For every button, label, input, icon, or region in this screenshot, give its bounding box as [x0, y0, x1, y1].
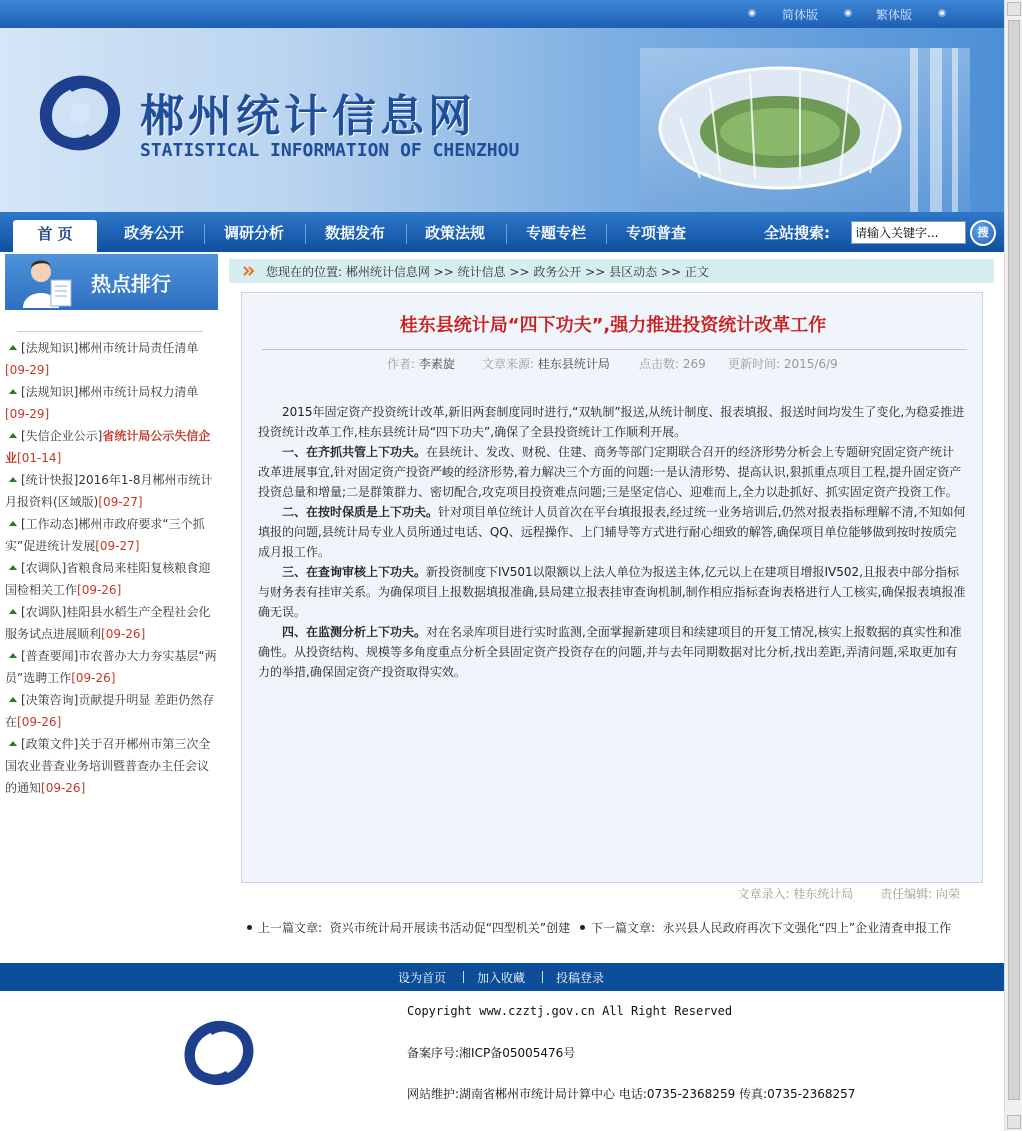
hot-ranking-header: [5, 254, 218, 310]
article-footer: 文章录入: 桂东统计局 责任编辑: 向荣: [737, 887, 960, 901]
prev-label: 上一篇文章:: [258, 921, 323, 935]
list-item[interactable]: [政策文件]关于召开郴州市第三次全国农业普查业务培训暨普查办主任会议的通知[09-26]: [5, 737, 211, 795]
add-favorite-link[interactable]: 加入收藏: [477, 971, 526, 985]
article-body: [258, 402, 966, 682]
nav-home[interactable]: 首 页: [13, 220, 97, 252]
prev-article-link[interactable]: 资兴市统计局开展读书活动促“四型机关”创建: [329, 921, 571, 935]
bullet-icon: [748, 9, 756, 17]
list-item[interactable]: [失信企业公示]省统计局公示失信企业[01-14]: [5, 429, 211, 465]
top-bar: [0, 0, 1004, 28]
nav-policy[interactable]: 政策法规: [424, 224, 485, 242]
list-item[interactable]: [法规知识]郴州市统计局权力清单 [09-29]: [5, 385, 199, 421]
nav-topics[interactable]: 专题专栏: [525, 224, 586, 242]
arrow-icon: [9, 741, 17, 746]
breadcrumb: [229, 259, 994, 283]
main-nav: [0, 212, 1004, 252]
site-logo-icon: [30, 68, 130, 158]
site-banner: [0, 28, 1004, 212]
paragraph: 三、在查询审核上下功夫。新投资制度下IV501以限额以上法人单位为报送主体,亿元以上在建项目增报IV502,且报表中部分指标与财务表有挂审关系。为确保项目上报数据填报准确,县局建立报表挂审查询机制,制作相应指标查询表格进行人工核实,确保报表填报准确无误。: [258, 565, 966, 619]
arrow-icon: [9, 433, 17, 438]
nav-census[interactable]: 专项普查: [625, 224, 686, 242]
arrow-icon: [9, 697, 17, 702]
site-title: 郴州统计信息网: [140, 91, 476, 142]
list-item[interactable]: [决策咨询]贡献提升明显 差距仍然存在[09-26]: [5, 693, 215, 729]
copyright-text: Copyright www.czztj.gov.cn All Right Reserved: [407, 1004, 733, 1018]
arrow-icon: [9, 345, 17, 350]
list-item[interactable]: [法规知识]郴州市统计局责任清单 [09-29]: [5, 341, 199, 377]
submit-login-link[interactable]: 投稿登录: [556, 971, 605, 985]
person-icon: [17, 256, 77, 308]
article-source: 文章来源: 桂东县统计局: [482, 357, 610, 371]
article-clicks: 点击数: 269: [639, 357, 706, 371]
hot-ranking-title: 热点排行: [91, 272, 171, 296]
list-item[interactable]: [农调队]桂阳县水稻生产全程社会化服务试点进展顺利[09-26]: [5, 605, 211, 641]
article-updated: 更新时间: 2015/6/9: [728, 357, 838, 371]
scroll-thumb[interactable]: [1008, 20, 1020, 1100]
list-item[interactable]: [统计快报]2016年1-8月郴州市统计月报资料(区域版)[09-27]: [5, 473, 213, 509]
arrow-icon: [9, 521, 17, 526]
list-item[interactable]: [普查要闻]市农普办大力夯实基层“两员”选聘工作[09-26]: [5, 649, 217, 685]
breadcrumb-text[interactable]: 您现在的位置: 郴州统计信息网 >> 统计信息 >> 政务公开 >> 县区动态 >> 正文: [266, 265, 709, 279]
footer-links-bar: [0, 963, 1004, 991]
arrow-icon: [9, 477, 17, 482]
double-arrow-icon: [243, 265, 255, 277]
footer-logo-icon: [176, 1013, 262, 1093]
paragraph: 2015年固定资产投资统计改革,新旧两套制度同时进行,“双轨制”报送,从统计制度、报表填报、报送时间均发生了变化,为稳妥推进投资统计改革工作,桂东县统计局“四下功夫”,确保了全县投资统计工作顺利开展。: [258, 405, 965, 439]
set-homepage-link[interactable]: 设为首页: [398, 971, 447, 985]
nav-gov-affairs[interactable]: 政务公开: [123, 224, 184, 242]
site-footer: [0, 991, 1004, 1115]
simplified-link[interactable]: 简体版: [782, 8, 819, 22]
arrow-icon: [9, 653, 17, 658]
nav-data-release[interactable]: 数据发布: [324, 224, 385, 242]
vertical-scrollbar[interactable]: [1004, 0, 1022, 1131]
hot-ranking-panel: [5, 254, 218, 796]
paragraph: 二、在按时保质是上下功夫。针对项目单位统计人员首次在平台填报报表,经过统一业务培训后,仍然对报表指标理解不清,不知如何填报的问题,县统计局专业人员所通过电话、QQ、远程操作、上门辅导等方式进行耐心细致的解答,确保项目单位能够做到按时按质完成月报工作。: [258, 505, 966, 559]
next-label: 下一篇文章:: [590, 921, 655, 935]
search-input[interactable]: [851, 221, 966, 244]
icp-text: 备案序号:湘ICP备05005476号: [407, 1046, 576, 1060]
scroll-down-icon[interactable]: [1007, 1115, 1021, 1129]
bullet-icon: [938, 9, 946, 17]
arrow-icon: [9, 609, 17, 614]
traditional-link[interactable]: 繁体版: [876, 8, 913, 22]
search-label: 全站搜索:: [764, 224, 830, 242]
nav-research[interactable]: 调研分析: [223, 224, 284, 242]
prev-next-nav: [241, 918, 975, 939]
paragraph: 一、在齐抓共管上下功夫。在县统计、发改、财税、住建、商务等部门定期联合召开的经济形势分析会上专题研究固定资产统计改革进展事宜,针对固定资产投资严峻的经济形势,着力解决三个方面的问题:一是认清形势、提高认识,狠抓重点项目工程,提升固定资产投资总量和增量;二是群策群力、密切配合,攻克项目投资难点问题;三是坚定信心、迎难而上,全力以赴抓好、抓实固定资产投资工作。: [258, 445, 962, 499]
list-item[interactable]: [农调队]省粮食局来桂阳复核粮食迎国检相关工作[09-26]: [5, 561, 211, 597]
scroll-up-icon[interactable]: [1007, 2, 1021, 16]
site-subtitle: STATISTICAL INFORMATION OF CHENZHOU: [140, 140, 520, 161]
arrow-icon: [9, 389, 17, 394]
article-title: 桂东县统计局“四下功夫”,强力推进投资统计改革工作: [399, 315, 827, 336]
search-button[interactable]: 搜: [970, 220, 996, 246]
bullet-icon: [844, 9, 852, 17]
arrow-icon: [9, 565, 17, 570]
next-article-link[interactable]: 永兴县人民政府再次下文强化“四上”企业清查申报工作: [662, 921, 952, 935]
paragraph: 四、在监测分析上下功夫。对在名录库项目进行实时监测,全面掌握新建项目和续建项目的开复工情况,核实上报数据的真实性和准确性。从投资结构、规模等多角度重点分析全县固定资产投资存在的问题,并与去年同期数据对比分析,找出差距,弄清问题,采取更加有力的举措,确保固定资产投资取得实效。: [258, 625, 962, 679]
stadium-image: [640, 48, 970, 212]
article-author: 作者: 李素旋: [387, 357, 455, 371]
maintain-text: 网站维护:湖南省郴州市统计局计算中心 电话:0735-2368259 传真:0735-2368257: [407, 1087, 856, 1101]
list-item[interactable]: [工作动态]郴州市政府要求“三个抓实”促进统计发展[09-27]: [5, 517, 205, 553]
article-panel: [241, 292, 983, 901]
